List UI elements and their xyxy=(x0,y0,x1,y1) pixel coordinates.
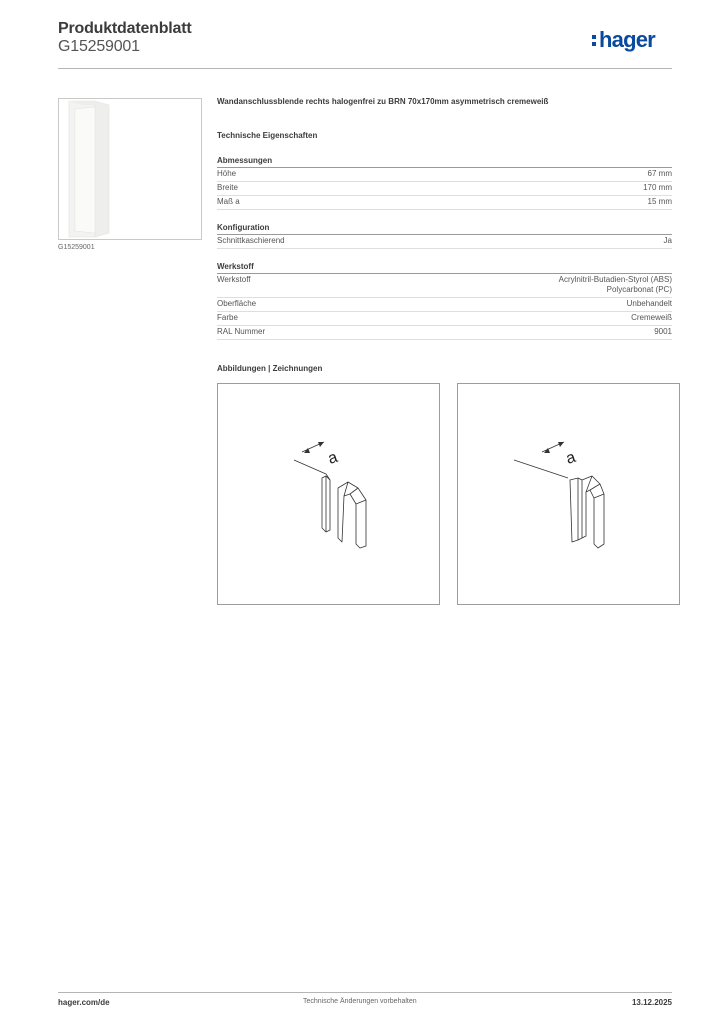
product-name: Wandanschlussblende rechts halogenfrei zu BRN 70x170mm asymmetrisch cremeweiß xyxy=(217,97,549,106)
header-divider xyxy=(58,68,672,69)
property-row xyxy=(217,298,672,312)
section-dimensions xyxy=(217,155,672,210)
drawing-figure-2 xyxy=(457,383,680,605)
property-value xyxy=(559,275,672,295)
property-label: Oberfläche xyxy=(217,299,257,308)
section-title: Abmessungen xyxy=(217,155,672,168)
property-row xyxy=(217,168,672,182)
property-value: 15 mm xyxy=(647,197,672,206)
footer-website-link[interactable]: hager.com/de xyxy=(58,998,110,1007)
footer-divider xyxy=(58,992,672,993)
property-value: 9001 xyxy=(654,327,672,336)
dimension-label: a xyxy=(325,448,340,468)
property-value: 67 mm xyxy=(647,169,672,178)
property-value-line: Acrylnitril-Butadien-Styrol (ABS) xyxy=(558,275,672,284)
property-row xyxy=(217,312,672,326)
page-title: Produktdatenblatt xyxy=(58,20,192,37)
property-label: Werkstoff xyxy=(217,275,251,284)
section-material xyxy=(217,261,672,340)
product-thumbnail xyxy=(58,98,202,240)
property-label: Breite xyxy=(217,183,238,192)
section-configuration xyxy=(217,222,672,249)
property-row xyxy=(217,196,672,210)
dimension-drawing-2 xyxy=(458,384,679,604)
hager-logo xyxy=(592,28,655,52)
property-label: Farbe xyxy=(217,313,238,322)
frame-product-image xyxy=(59,99,201,239)
property-value: 170 mm xyxy=(643,183,672,192)
property-label: Schnittkaschierend xyxy=(217,236,285,245)
article-number: G15259001 xyxy=(58,38,140,55)
property-value-line: Polycarbonat (PC) xyxy=(606,285,672,294)
logo-dots-icon xyxy=(592,32,598,48)
logo-text: hager xyxy=(599,27,655,52)
property-value: Cremeweiß xyxy=(631,313,672,322)
property-row xyxy=(217,182,672,196)
tech-properties-heading: Technische Eigenschaften xyxy=(217,131,318,140)
drawing-figure-1 xyxy=(217,383,440,605)
property-label: Maß a xyxy=(217,197,240,206)
dimension-drawing-1 xyxy=(218,384,439,604)
illustrations-heading: Abbildungen | Zeichnungen xyxy=(217,364,323,373)
dimension-label: a xyxy=(563,448,578,468)
property-value: Ja xyxy=(663,236,672,245)
property-row xyxy=(217,274,672,298)
footer-note: Technische Änderungen vorbehalten xyxy=(303,998,417,1005)
property-value: Unbehandelt xyxy=(626,299,672,308)
property-label: RAL Nummer xyxy=(217,327,266,336)
footer-date: 13.12.2025 xyxy=(631,998,672,1007)
property-label: Höhe xyxy=(217,169,237,178)
thumbnail-caption: G15259001 xyxy=(58,244,95,251)
property-row xyxy=(217,235,672,249)
section-title: Konfiguration xyxy=(217,222,672,235)
section-title: Werkstoff xyxy=(217,261,672,274)
property-row xyxy=(217,326,672,340)
